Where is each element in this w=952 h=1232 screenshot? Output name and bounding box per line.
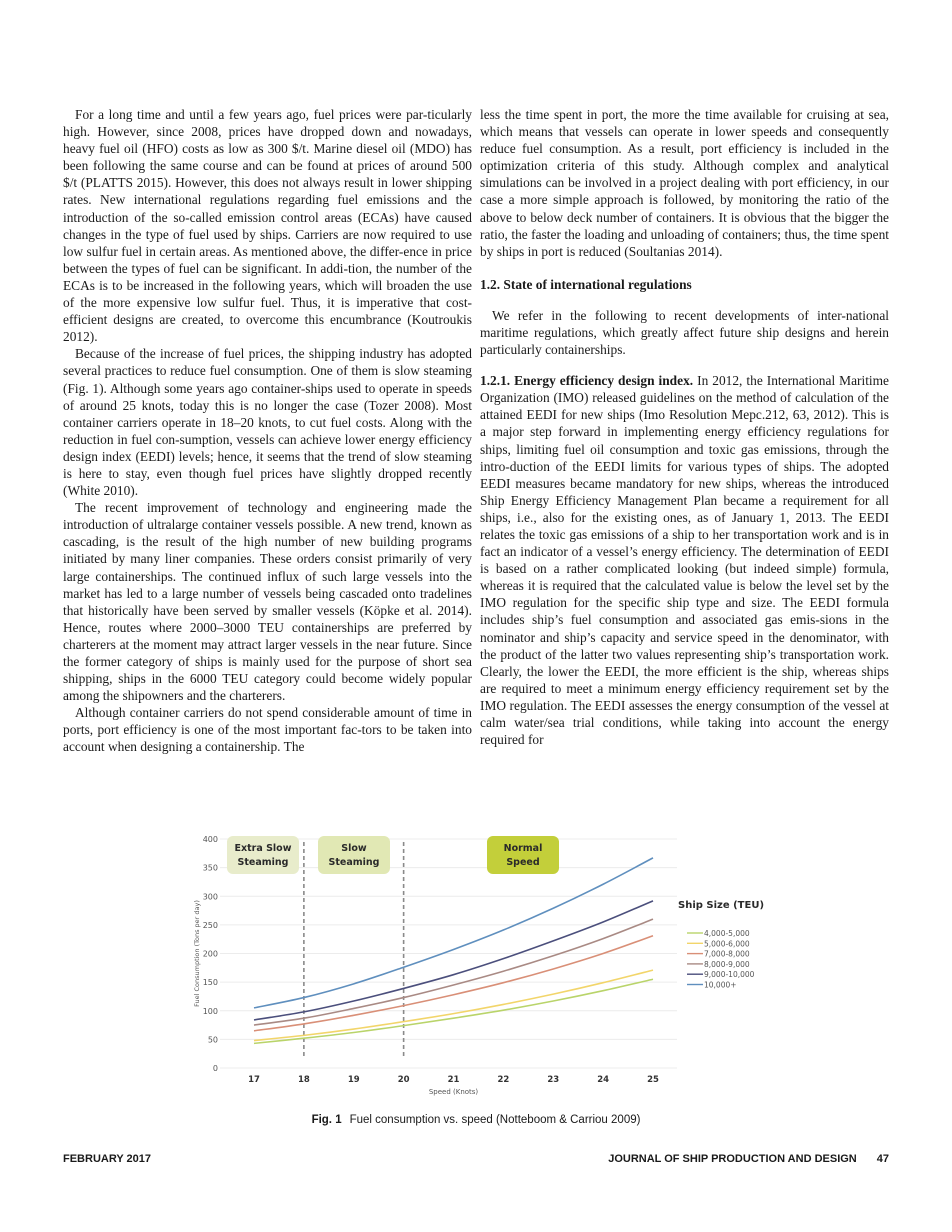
series-line xyxy=(254,970,653,1040)
region-label: Normal xyxy=(503,843,543,854)
x-tick-label: 17 xyxy=(248,1075,260,1085)
legend-title: Ship Size (TEU) xyxy=(678,900,765,911)
x-tick-label: 21 xyxy=(447,1075,460,1085)
figure-caption-text: Fuel consumption vs. speed (Notteboom & Carriou 2009) xyxy=(349,1114,641,1126)
section-heading: 1.2. State of international regulations xyxy=(480,276,692,292)
x-tick-label: 24 xyxy=(597,1075,610,1085)
region-label-box xyxy=(227,836,299,874)
paragraph: Because of the increase of fuel prices, the shipping industry has adopted several practices to reduce fuel consumption. One of them is slow steaming (Fig. 1). Although some years ago container-ships used to operate in speeds of around 25 knots, today this is no longer the case (Tozer 2008). Most container carriers operate in 18–20 knots, to cut fuel costs. Along with the reduction in fuel con-sumption, vessels can achieve lower energy efficiency design index (EEDI) levels; hence, it seems that the trend of slow steaming is here to stay, even though fuel prices have slightly dropped recently (White 2010). xyxy=(63,346,472,499)
y-tick-label: 100 xyxy=(202,1006,218,1016)
region-label: Speed xyxy=(506,857,540,868)
x-tick-label: 19 xyxy=(347,1075,360,1085)
figure-label: Fig. 1 xyxy=(311,1114,342,1126)
y-tick-label: 250 xyxy=(202,920,218,930)
region-label-box xyxy=(487,836,559,874)
legend-entry: 8,000-9,000 xyxy=(704,959,750,969)
paragraph: The recent improvement of technology and engineering made the introduction of ultralarge container vessels possible. A new trend, known as cascading, is the result of the high number of new building programs initiated by many liner companies. These orders consist primarily of very large containerships. The continued influx of such large vessels into the market has led to a large number of vessels being cascaded onto tradelines that historically have been served by smaller vessels (Köpke et al. 2014). Hence, routes where 2000–3000 TEU containerships are preferred by charterers at the moment may attract larger vessels in the near future. Since the former category of ships is mainly used for the purpose of short sea shipping, ships in the 6000 TEU category could become widely popular among the shipowners and the charterers. xyxy=(63,500,472,704)
y-tick-label: 300 xyxy=(202,892,218,902)
journal-name: JOURNAL OF SHIP PRODUCTION AND DESIGN xyxy=(608,1153,857,1165)
x-tick-label: 23 xyxy=(547,1075,560,1085)
footer-journal xyxy=(608,1153,889,1165)
legend-entry: 10,000+ xyxy=(704,980,737,990)
legend-entry: 9,000-10,000 xyxy=(704,970,755,980)
y-tick-label: 50 xyxy=(207,1035,218,1045)
x-tick-label: 18 xyxy=(297,1075,310,1085)
x-tick-label: 20 xyxy=(397,1075,410,1085)
legend-entry: 7,000-8,000 xyxy=(704,949,750,959)
footer-date: FEBRUARY 2017 xyxy=(63,1153,152,1165)
paragraph: Although container carriers do not spend considerable amount of time in ports, port efficiency is one of the most important fac-tors to be taken into account when designing a containership. The xyxy=(63,705,472,755)
paragraph: For a long time and until a few years ago, fuel prices were par-ticularly high. However, since 2008, prices have dropped down and nowadays, heavy fuel oil (HFO) costs as low as 300 $/t. Marine diesel oil (MDO) has been following the same course and can be found at prices of around 500 $/t (PLATTS 2015). However, this does not always result in lower shipping rates. New international regulations regarding fuel emissions and the introduction of the so-called emission control areas (ECAs) have caused changes in the type of fuel used by ships. Carriers are now required to use low sulfur fuel in certain areas. As mentioned above, the differ-ence in price between the types of fuel can be significant. In addi-tion, the number of the ECAs is to be increased in the following years, which will broaden the use of the more expensive low sulfur fuel. Thus, it is imperative that cost-efficient designs are created, to overcome this encumbrance (Koutroukis 2012). xyxy=(63,107,472,345)
region-label: Extra Slow xyxy=(234,843,292,854)
region-label-box xyxy=(318,836,390,874)
paragraph-continuation: less the time spent in port, the more the time available for cruising at sea, which means that vessels can operate in lower speeds and consequently reduce fuel consumption. As a result, port efficiency is included in the optimization criteria of this study. Although complex and analytical simulations can be involved in a project dealing with port efficiency, in our case a more simple approach is followed, by monitoring the ratio of the above to below deck number of containers. It is obvious that the bigger the ratio, the faster the loading and unloading of containers; thus, the time spent by ships in port is reduced (Soultanias 2014). xyxy=(480,107,889,259)
paragraph: We refer in the following to recent developments of inter-national maritime regulations, which greatly affect future ship designs and herein particularly containerships. xyxy=(480,307,889,358)
region-label: Steaming xyxy=(237,857,289,868)
left-column xyxy=(63,106,472,756)
y-axis-label: Fuel Consumption (Tons per day) xyxy=(193,900,201,1007)
right-column xyxy=(480,106,889,748)
subsection-paragraph xyxy=(480,372,889,748)
figure-caption xyxy=(0,1114,952,1126)
region-label: Steaming xyxy=(328,857,380,868)
page-number: 47 xyxy=(876,1153,889,1165)
region-label: Slow xyxy=(341,843,367,854)
x-axis-label: Speed (Knots) xyxy=(428,1088,479,1096)
legend-entry: 4,000-5,000 xyxy=(704,929,750,938)
subsection-text: In 2012, the International Maritime Organization (IMO) released guidelines on the method of calculation of the attained EEDI for new ships (Imo Resolution Mepc.212, 63, 2012). This is a major step forward in implementing energy efficiency regulations for ships, limiting fuel oil consumption and toxic gas emissions, through the intro-duction of the EEDI limits for various types of ships. The adopted EEDI measures became mandatory for new ships, whereas the introduced Ship Energy Efficiency Management Plan became a requirement for all ships, i.e., also for the existing ones, as of January 1, 2013. The EEDI relates the toxic gas emissions of a ship to her transportation work and is in fact an indicator of a vessel’s energy efficiency. The determination of EEDI is based on a rather complicated looking (but indeed simple) formula, whereas it is required that the calculated value is below the level set by the IMO regulation for the specific ship type and size. The EEDI formula includes ship’s fuel consumption and associated gas emis-sions in the nominator and ship’s capacity and service speed in the denominator, with the product of the latter two values representing ship’s transportation work. Clearly, the lower the EEDI, the more efficient is the ship, whereas ships are required to meet a minimum energy efficiency requirement set by the IMO regulation. The EEDI assesses the energy consumption of the vessel at calm water/sea trial conditions, while taking into account the energy required for xyxy=(480,373,889,748)
subsection-heading: 1.2.1. Energy efficiency design index. xyxy=(480,373,694,389)
y-tick-label: 0 xyxy=(212,1064,218,1073)
y-tick-label: 400 xyxy=(202,835,218,844)
y-tick-label: 200 xyxy=(202,949,218,959)
series-line xyxy=(254,901,653,1020)
y-tick-label: 150 xyxy=(202,978,218,988)
x-tick-label: 25 xyxy=(647,1075,659,1085)
y-tick-label: 350 xyxy=(202,863,218,873)
legend-entry: 5,000-6,000 xyxy=(704,939,750,949)
x-tick-label: 22 xyxy=(497,1075,510,1085)
figure-1 xyxy=(190,828,790,1098)
fuel-consumption-chart xyxy=(190,828,790,1098)
